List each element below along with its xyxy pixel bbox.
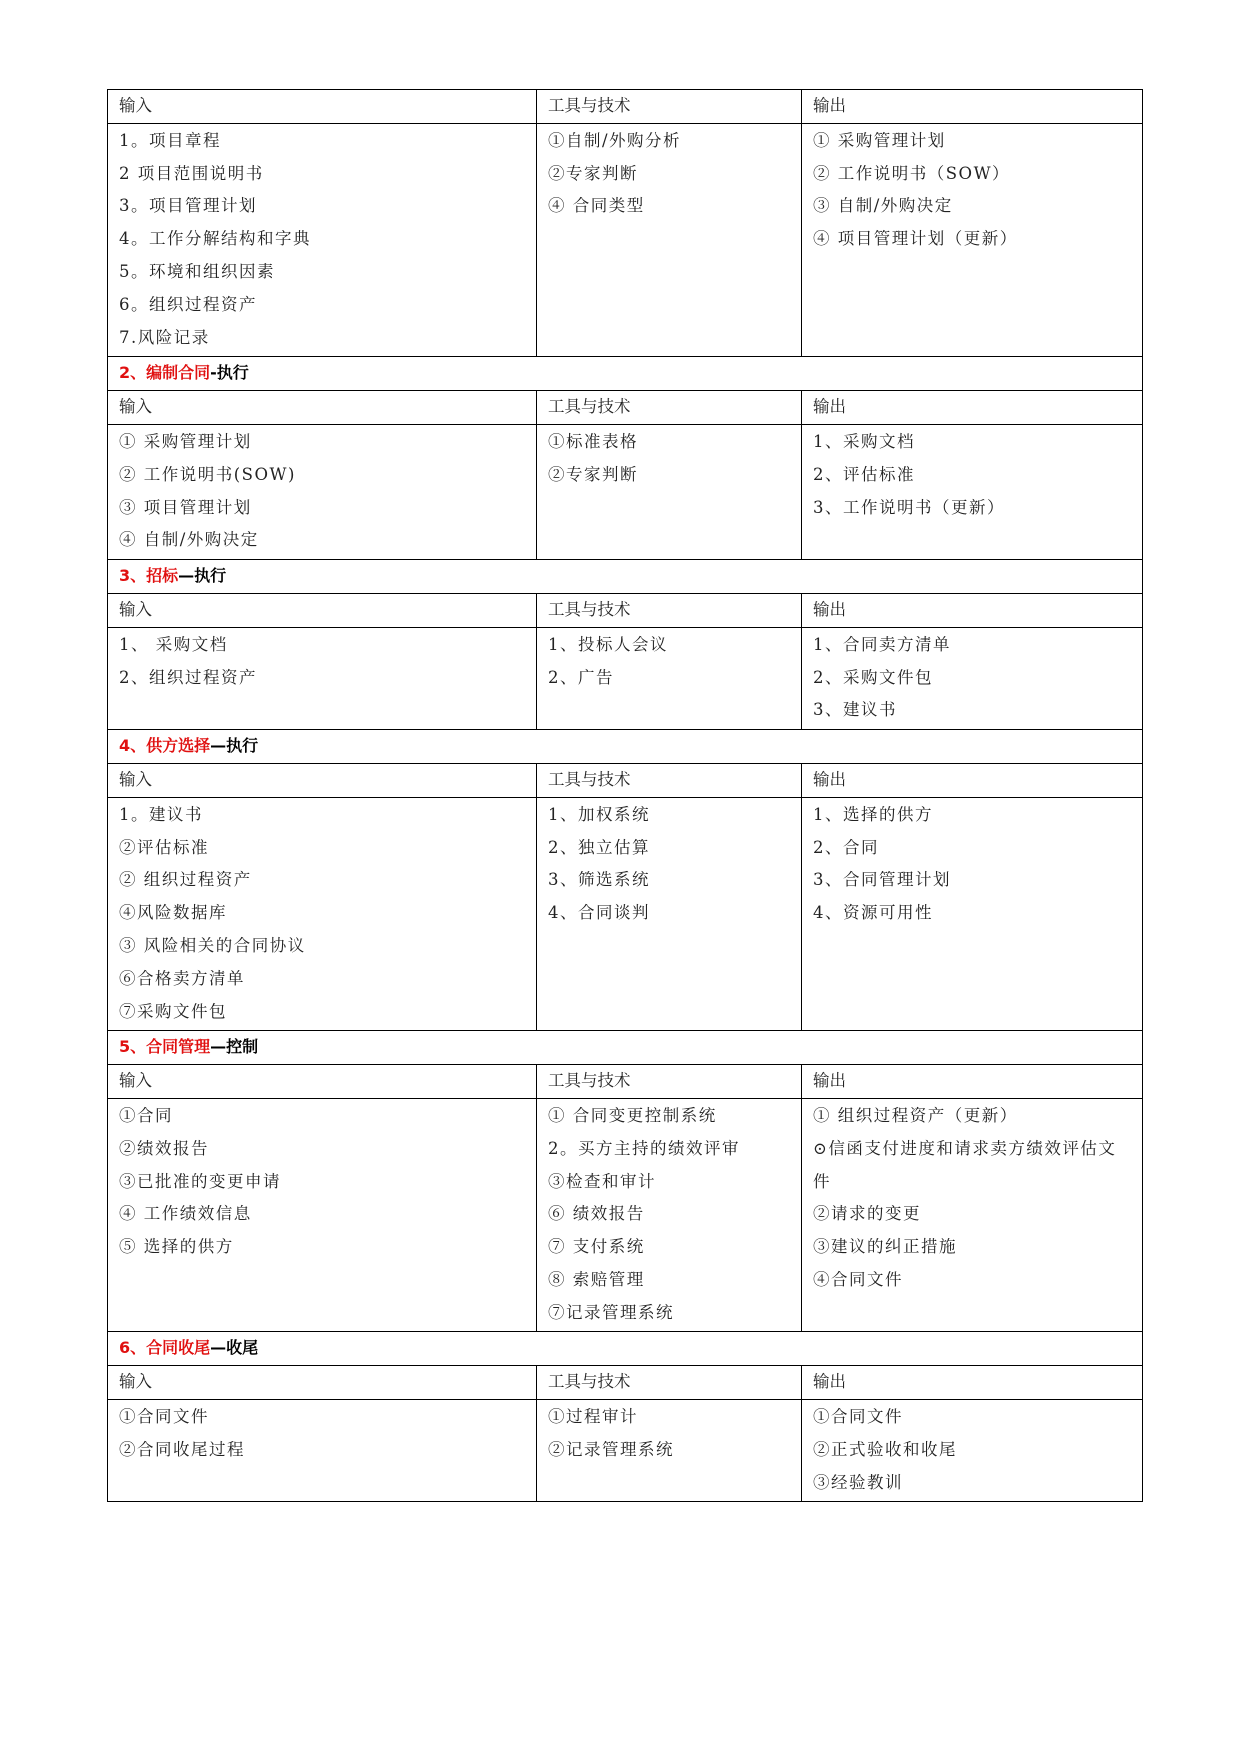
inputs-cell xyxy=(108,797,537,1031)
list-item: 3、工作说明书（更新） xyxy=(813,497,1005,517)
list-item: 1。项目章程 xyxy=(119,130,221,150)
list-item: ⑥合格卖方清单 xyxy=(119,968,245,988)
list-item: ②评估标准 xyxy=(119,837,209,857)
section-title-row xyxy=(108,357,1143,391)
list-item: 4、资源可用性 xyxy=(813,903,933,923)
list-item: ⑦ 支付系统 xyxy=(548,1237,645,1257)
list-item: 3。项目管理计划 xyxy=(119,196,257,216)
list-item: ④ 项目管理计划（更新） xyxy=(813,229,1018,249)
list-item: ② 工作说明书(SOW) xyxy=(119,464,296,484)
section-title xyxy=(108,357,1143,391)
section-title-number: 3、招标 xyxy=(119,566,179,586)
list-item: 2、合同 xyxy=(813,837,879,857)
list-item: 2、独立估算 xyxy=(548,837,650,857)
section-title-phase: -执行 xyxy=(210,363,249,383)
inputs-cell xyxy=(108,424,537,559)
outputs-cell xyxy=(802,627,1143,729)
table-row xyxy=(108,1400,1143,1502)
list-item: 1、加权系统 xyxy=(548,804,650,824)
tools-header: 工具与技术 xyxy=(537,763,802,797)
list-item: ① 采购管理计划 xyxy=(813,130,946,150)
tools-header: 工具与技术 xyxy=(537,1065,802,1099)
section-title xyxy=(108,1332,1143,1366)
list-item: 1、 采购文档 xyxy=(119,634,228,654)
input-header: 输入 xyxy=(108,1065,537,1099)
list-item: ⑧ 索赔管理 xyxy=(548,1269,645,1289)
outputs-cell xyxy=(802,797,1143,1031)
table-row xyxy=(108,424,1143,559)
list-item: ③经验教训 xyxy=(813,1472,903,1492)
outputs-cell xyxy=(802,1400,1143,1502)
tools-header: 工具与技术 xyxy=(537,1366,802,1400)
list-item: ①合同文件 xyxy=(119,1407,209,1427)
list-item: 1、选择的供方 xyxy=(813,804,933,824)
section-title-phase: —收尾 xyxy=(210,1338,259,1358)
tools-header: 工具与技术 xyxy=(537,90,802,124)
list-item: 2、采购文件包 xyxy=(813,667,933,687)
section-title xyxy=(108,560,1143,594)
list-item: 1、投标人会议 xyxy=(548,634,668,654)
list-item: ②绩效报告 xyxy=(119,1138,209,1158)
table-row xyxy=(108,123,1143,357)
table-row xyxy=(108,1098,1143,1332)
tools-cell xyxy=(537,797,802,1031)
list-item: 2、组织过程资产 xyxy=(119,667,257,687)
tools-cell xyxy=(537,1098,802,1332)
outputs-cell xyxy=(802,1098,1143,1332)
section-title xyxy=(108,730,1143,764)
list-item: 6。组织过程资产 xyxy=(119,294,257,314)
header-row xyxy=(108,1366,1143,1400)
table-row xyxy=(108,627,1143,729)
section-title-row xyxy=(108,560,1143,594)
list-item: ① 合同变更控制系统 xyxy=(548,1105,717,1125)
list-item: ①合同 xyxy=(119,1105,173,1125)
list-item: ⑦记录管理系统 xyxy=(548,1302,674,1322)
list-item: 1。建议书 xyxy=(119,804,203,824)
list-item: ④合同文件 xyxy=(813,1269,903,1289)
list-item: ⑤ 选择的供方 xyxy=(119,1237,234,1257)
header-row xyxy=(108,1065,1143,1099)
outputs-cell xyxy=(802,123,1143,357)
list-item: ④ 合同类型 xyxy=(548,196,645,216)
section-title-row xyxy=(108,730,1143,764)
output-header: 输出 xyxy=(802,1065,1143,1099)
list-item: ⑥ 绩效报告 xyxy=(548,1204,645,1224)
section-title-number: 4、供方选择 xyxy=(119,736,211,756)
tools-cell xyxy=(537,1400,802,1502)
list-item: ①标准表格 xyxy=(548,431,638,451)
list-item: ②合同收尾过程 xyxy=(119,1439,245,1459)
section-title-number: 5、合同管理 xyxy=(119,1037,211,1057)
table-row xyxy=(108,797,1143,1031)
tools-header: 工具与技术 xyxy=(537,593,802,627)
list-item: ②专家判断 xyxy=(548,464,638,484)
list-item: 1、采购文档 xyxy=(813,431,915,451)
inputs-cell xyxy=(108,1400,537,1502)
input-header: 输入 xyxy=(108,763,537,797)
list-item: ①合同文件 xyxy=(813,1407,903,1427)
inputs-cell xyxy=(108,123,537,357)
tools-cell xyxy=(537,123,802,357)
list-item: 5。环境和组织因素 xyxy=(119,261,275,281)
list-item: ②正式验收和收尾 xyxy=(813,1439,957,1459)
list-item: 3、筛选系统 xyxy=(548,870,650,890)
section-title-number: 6、合同收尾 xyxy=(119,1338,211,1358)
list-item: ② 工作说明书（SOW） xyxy=(813,163,1011,183)
list-item: ④风险数据库 xyxy=(119,903,227,923)
list-item: ① 组织过程资产（更新） xyxy=(813,1105,1018,1125)
list-item: ③ 风险相关的合同协议 xyxy=(119,935,306,955)
list-item: ②专家判断 xyxy=(548,163,638,183)
list-item: ④ 工作绩效信息 xyxy=(119,1204,252,1224)
output-header: 输出 xyxy=(802,593,1143,627)
list-item: 2、评估标准 xyxy=(813,464,915,484)
header-row xyxy=(108,90,1143,124)
list-item: ⊙信函支付进度和请求卖方绩效评估文件 xyxy=(813,1138,1117,1191)
section-title xyxy=(108,1031,1143,1065)
input-header: 输入 xyxy=(108,90,537,124)
header-row xyxy=(108,763,1143,797)
list-item: 3、建议书 xyxy=(813,700,897,720)
output-header: 输出 xyxy=(802,1366,1143,1400)
input-header: 输入 xyxy=(108,391,537,425)
section-title-number: 2、编制合同 xyxy=(119,363,211,383)
section-title-row xyxy=(108,1031,1143,1065)
list-item: 2、广告 xyxy=(548,667,614,687)
list-item: 2。买方主持的绩效评审 xyxy=(548,1138,740,1158)
list-item: 4、合同谈判 xyxy=(548,903,650,923)
tools-cell xyxy=(537,424,802,559)
list-item: ③ 自制/外购决定 xyxy=(813,196,953,216)
list-item: 3、合同管理计划 xyxy=(813,870,951,890)
outputs-cell xyxy=(802,424,1143,559)
list-item: ②请求的变更 xyxy=(813,1204,921,1224)
list-item: ②记录管理系统 xyxy=(548,1439,674,1459)
tools-header: 工具与技术 xyxy=(537,391,802,425)
list-item: ① 采购管理计划 xyxy=(119,431,252,451)
input-header: 输入 xyxy=(108,593,537,627)
list-item: ③已批准的变更申请 xyxy=(119,1171,281,1191)
list-item: ② 组织过程资产 xyxy=(119,870,252,890)
list-item: ①自制/外购分析 xyxy=(548,130,682,150)
procurement-process-table xyxy=(107,89,1143,1502)
list-item: ③ 项目管理计划 xyxy=(119,497,252,517)
inputs-cell xyxy=(108,627,537,729)
list-item: 4。工作分解结构和字典 xyxy=(119,229,311,249)
list-item: 1、合同卖方清单 xyxy=(813,634,951,654)
list-item: ③检查和审计 xyxy=(548,1171,656,1191)
inputs-cell xyxy=(108,1098,537,1332)
section-title-row xyxy=(108,1332,1143,1366)
output-header: 输出 xyxy=(802,763,1143,797)
list-item: ⑦采购文件包 xyxy=(119,1001,227,1021)
tools-cell xyxy=(537,627,802,729)
header-row xyxy=(108,593,1143,627)
list-item: ④ 自制/外购决定 xyxy=(119,530,259,550)
section-title-phase: —执行 xyxy=(210,736,259,756)
header-row xyxy=(108,391,1143,425)
list-item: 7.风险记录 xyxy=(119,327,210,347)
output-header: 输出 xyxy=(802,391,1143,425)
section-title-phase: —执行 xyxy=(178,566,227,586)
output-header: 输出 xyxy=(802,90,1143,124)
list-item: ③建议的纠正措施 xyxy=(813,1237,957,1257)
section-title-phase: —控制 xyxy=(210,1037,259,1057)
input-header: 输入 xyxy=(108,1366,537,1400)
list-item: ①过程审计 xyxy=(548,1407,638,1427)
list-item: 2 项目范围说明书 xyxy=(119,163,264,183)
